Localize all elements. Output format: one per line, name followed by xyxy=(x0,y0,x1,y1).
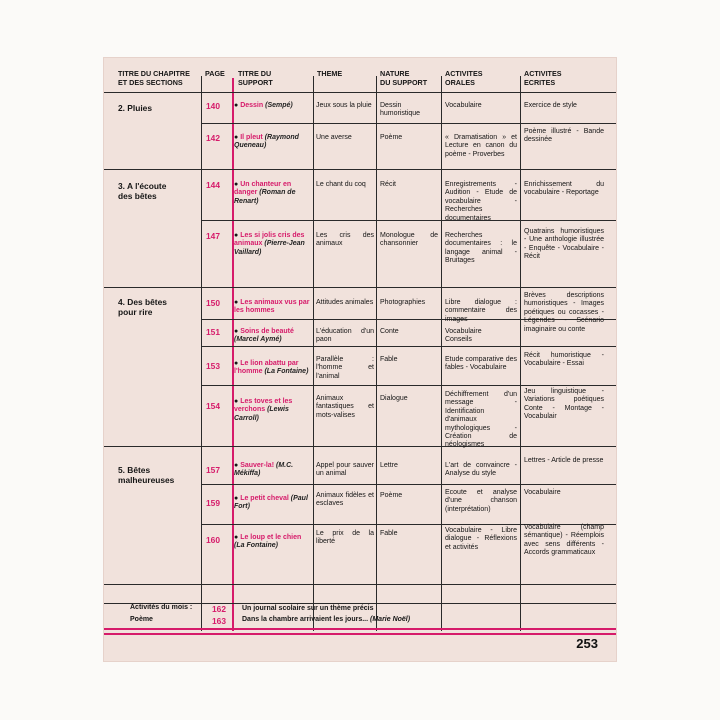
page-ref: 140 xyxy=(206,101,220,111)
rule xyxy=(104,92,616,93)
rule xyxy=(201,346,616,347)
oral-cell: Recherches documentaires : le langage animal - Bruitages xyxy=(445,232,517,265)
support-title: ● Les animaux vus par les hommes xyxy=(234,299,310,315)
nature-cell: Conte xyxy=(380,328,399,335)
header-theme: THEME xyxy=(317,69,343,78)
accent-rule xyxy=(104,628,616,630)
rule xyxy=(201,484,616,485)
theme-cell: Appel pour sauver un animal xyxy=(316,462,374,478)
rule xyxy=(201,220,616,221)
oral-cell: Ecoute et analyse d'une chanson (interprétation) xyxy=(445,489,517,513)
nature-cell: Poème xyxy=(380,492,403,499)
rule xyxy=(201,123,616,124)
section-title: 4. Des bêtes pour rire xyxy=(118,297,167,317)
rule xyxy=(201,76,202,631)
nature-cell: Poème xyxy=(380,134,403,141)
oral-cell: Vocabulaire - Libre dialogue - Réflexions et activités xyxy=(445,527,517,551)
theme-cell: Animaux fantastiques et mots-valises xyxy=(316,395,374,419)
footer-text: Un journal scolaire sur un thème précis xyxy=(242,605,374,612)
oral-cell: L'art de convaincre - Analyse du style xyxy=(445,462,517,478)
rule xyxy=(520,76,521,631)
rule xyxy=(104,169,616,170)
page-ref: 162 xyxy=(212,604,226,614)
ecrites-cell: Vocabulaire xyxy=(524,489,561,496)
theme-cell: Animaux fidèles et esclaves xyxy=(316,492,374,508)
support-title: ● Le lion abattu par l'homme (La Fontaine) xyxy=(234,360,309,376)
header-oral: ACTIVITES ORALES xyxy=(445,69,483,87)
oral-cell: Vocabulaire xyxy=(445,102,482,109)
support-title: ● Le loup et le chien (La Fontaine) xyxy=(234,534,302,550)
oral-cell: Déchiffrement d'un message - Identification d'animaux mythologiques - Création de néologismes xyxy=(445,391,517,449)
oral-cell: Vocabulaire Conseils xyxy=(445,328,482,344)
theme-cell: Le prix de la liberté xyxy=(316,530,374,546)
support-title: ● Un chanteur en danger (Roman de Renart) xyxy=(234,181,296,205)
nature-cell: Récit xyxy=(380,181,396,188)
oral-cell: « Dramatisation » et Lecture en canon du poème - Proverbes xyxy=(445,134,517,158)
rule xyxy=(313,76,314,631)
support-title: ● Soins de beauté (Marcel Aymé) xyxy=(234,328,294,344)
page-number: 253 xyxy=(576,636,598,651)
support-title: ● Dessin (Sempé) xyxy=(234,102,293,109)
page-ref: 147 xyxy=(206,231,220,241)
page-ref: 153 xyxy=(206,361,220,371)
ecrites-cell: Lettres - Article de presse xyxy=(524,457,604,464)
page-ref: 160 xyxy=(206,535,220,545)
support-title: ● Les si jolis cris des animaux (Pierre-Jean Vaillard) xyxy=(234,232,305,256)
rule xyxy=(104,446,616,447)
support-title: ● Il pleut (Raymond Queneau) xyxy=(234,134,299,150)
nature-cell: Fable xyxy=(380,356,398,363)
oral-cell: Enregistrements - Audition - Etude de vocabulaire - Recherches documentaires xyxy=(445,181,517,222)
page-ref: 142 xyxy=(206,133,220,143)
theme-cell: Jeux sous la pluie xyxy=(316,102,372,109)
ecrites-cell: Brèves descriptions humoristiques - Images poétiques ou cocasses - Légendes - Scénario imaginaire ou conte xyxy=(524,292,604,333)
oral-cell: Libre dialogue : commentaire des images xyxy=(445,299,517,323)
section-title: 3. A l'écoute des bêtes xyxy=(118,181,167,201)
nature-cell: Dessin humoristique xyxy=(380,102,421,118)
theme-cell: Une averse xyxy=(316,134,352,141)
header-page: PAGE xyxy=(205,69,225,78)
ecrites-cell: Récit humoristique - Vocabulaire - Essai xyxy=(524,352,604,368)
support-title: ● Le petit cheval (Paul Fort) xyxy=(234,495,308,511)
theme-cell: Le chant du coq xyxy=(316,181,366,188)
nature-cell: Dialogue xyxy=(380,395,408,402)
page-ref: 159 xyxy=(206,498,220,508)
theme-cell: L'éducation d'un paon xyxy=(316,328,374,344)
page-ref: 144 xyxy=(206,180,220,190)
section-title: 2. Pluies xyxy=(118,103,152,113)
theme-cell: Attitudes animales xyxy=(316,299,374,306)
rule xyxy=(441,76,442,631)
support-title: ● Les toves et les verchons (Lewis Carroll) xyxy=(234,398,293,422)
ecrites-cell: Quatrains humoristiques - Une anthologie illustrée - Enquête - Vocabulaire - Récit xyxy=(524,228,604,261)
nature-cell: Monologue de chansonnier xyxy=(380,232,438,248)
header-chapter: TITRE DU CHAPITRE ET DES SECTIONS xyxy=(118,69,190,87)
page-ref: 150 xyxy=(206,298,220,308)
rule xyxy=(201,385,616,386)
rule xyxy=(104,287,616,288)
oral-cell: Etude comparative des fables - Vocabulaire xyxy=(445,356,517,372)
ecrites-cell: Jeu linguistique - Variations poétiques Conte - Montage - Vocabulair xyxy=(524,388,604,421)
header-nature: NATURE DU SUPPORT xyxy=(380,69,428,87)
ecrites-cell: Vocabulaire (champ sémantique) - Réemplois avec sens différents - Accords grammaticaux xyxy=(524,524,604,557)
page-ref: 151 xyxy=(206,327,220,337)
ecrites-cell: Exercice de style xyxy=(524,102,577,109)
ecrites-cell: Enrichissement du vocabulaire - Reportage xyxy=(524,181,604,197)
header-ecrites: ACTIVITES ECRITES xyxy=(524,69,562,87)
support-title: ● Sauver-la! (M.C. Mékiffa) xyxy=(234,462,294,478)
theme-cell: Parallèle : l'homme et l'animal xyxy=(316,356,374,380)
page-ref: 154 xyxy=(206,401,220,411)
ecrites-cell: Poème illustré - Bande dessinée xyxy=(524,128,604,144)
nature-cell: Fable xyxy=(380,530,398,537)
footer-label: Activités du mois : xyxy=(130,604,193,611)
footer-label: Poème xyxy=(130,616,153,623)
book-page xyxy=(104,58,616,661)
header-title: TITRE DU SUPPORT xyxy=(238,69,273,87)
rule xyxy=(376,76,377,631)
footer-text: Dans la chambre arrivaient les jours... (Marie Noël) xyxy=(242,616,411,623)
nature-cell: Photographies xyxy=(380,299,426,306)
accent-rule xyxy=(104,633,616,635)
nature-cell: Lettre xyxy=(380,462,398,469)
rule xyxy=(104,584,616,585)
section-title: 5. Bêtes malheureuses xyxy=(118,465,175,485)
page-ref: 157 xyxy=(206,465,220,475)
theme-cell: Les cris des animaux xyxy=(316,232,374,248)
page-ref: 163 xyxy=(212,616,226,626)
